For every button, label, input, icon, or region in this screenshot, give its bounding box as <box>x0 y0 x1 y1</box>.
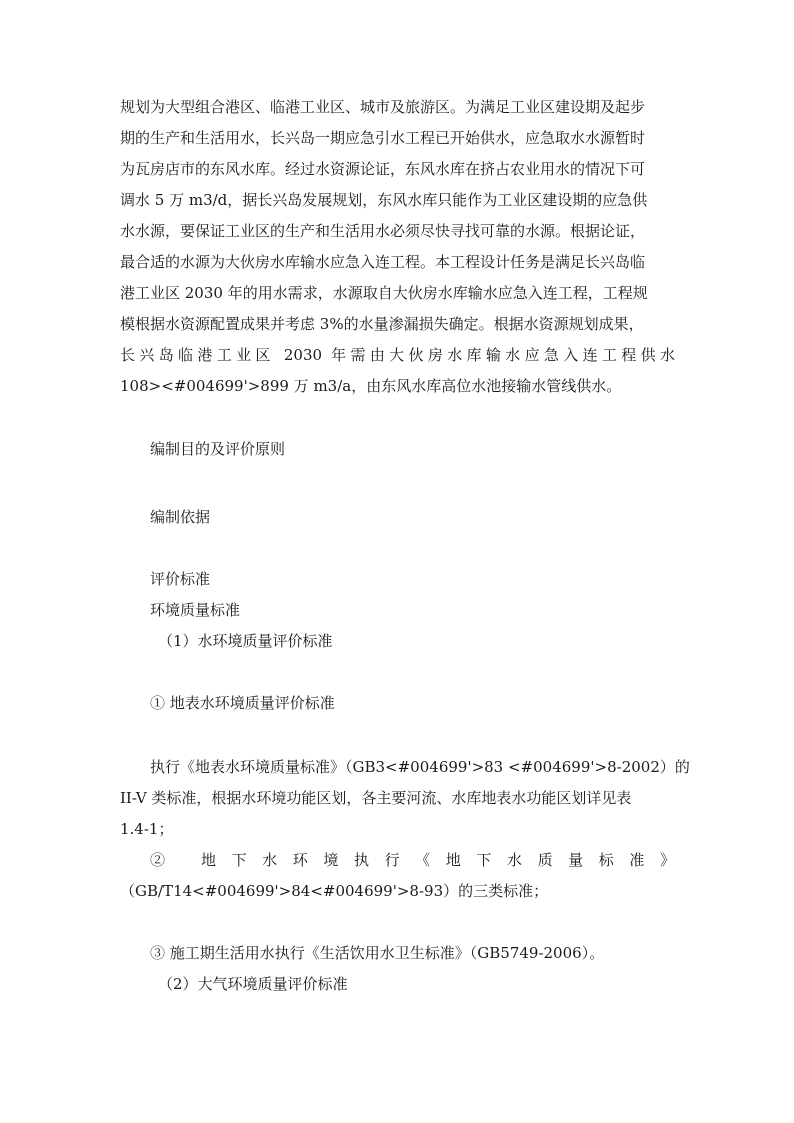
text-line: 水水源，要保证工业区的生产和生活用水必须尽快寻找可靠的水源。根据论证， <box>120 222 646 240</box>
text-line: II-V 类标准，根据水环境功能区划，各主要河流、水库地表水功能区划详见表 <box>120 789 632 807</box>
text-line: 108><#004699'>899 万 m3/a，由东风水库高位水池接输水管线供水。 <box>120 377 622 395</box>
text-line: 调水 5 万 m3/d，据长兴岛发展规划，东风水库只能作为工业区建设期的应急供 <box>120 191 648 209</box>
text-line: 模根据水资源配置成果并考虑 3%的水量渗漏损失确定。根据水资源规划成果， <box>120 315 644 333</box>
text-line: ② 地下水环境执行《地下水质量标准》 <box>150 851 675 869</box>
text-line: 执行《地表水环境质量标准》（GB3<#004699'>83 <#004699'>8-2002）的 <box>150 758 690 776</box>
text-line: 为瓦房店市的东风水库。经过水资源论证，东风水库在挤占农业用水的情况下可 <box>120 160 646 178</box>
heading-water-env: （1）水环境质量评价标准 <box>158 632 333 650</box>
groundwater-paragraph <box>120 845 675 907</box>
text-line: 1.4-1； <box>120 820 174 838</box>
surface-water-paragraph <box>120 752 690 845</box>
intro-paragraph <box>120 92 675 402</box>
text-line: 港工业区 2030 年的用水需求，水源取自大伙房水库输水应急入连工程，工程规 <box>120 284 648 302</box>
text-line: （GB/T14<#004699'>84<#004699'>8-93）的三类标准； <box>120 882 549 900</box>
text-line: 规划为大型组合港区、临港工业区、城市及旅游区。为满足工业区建设期及起步 <box>120 98 646 116</box>
text-line: 最合适的水源为大伙房水库输水应急入连工程。本工程设计任务是满足长兴岛临 <box>120 253 646 271</box>
construction-water-paragraph: ③ 施工期生活用水执行《生活饮用水卫生标准》（GB5749-2006）。 <box>150 944 605 962</box>
heading-standards: 评价标准 <box>150 570 211 588</box>
heading-surface-water: ① 地表水环境质量评价标准 <box>150 694 335 712</box>
text-line: 期的生产和生活用水，长兴岛一期应急引水工程已开始供水，应急取水水源暂时 <box>120 129 646 147</box>
heading-env-quality: 环境质量标准 <box>150 601 241 619</box>
heading-purpose: 编制目的及评价原则 <box>150 440 286 458</box>
heading-air-env: （2）大气环境质量评价标准 <box>158 975 348 993</box>
heading-basis: 编制依据 <box>150 508 211 526</box>
text-line: 长兴岛临港工业区 2030 年需由大伙房水库输水应急入连工程供水 <box>120 346 675 364</box>
